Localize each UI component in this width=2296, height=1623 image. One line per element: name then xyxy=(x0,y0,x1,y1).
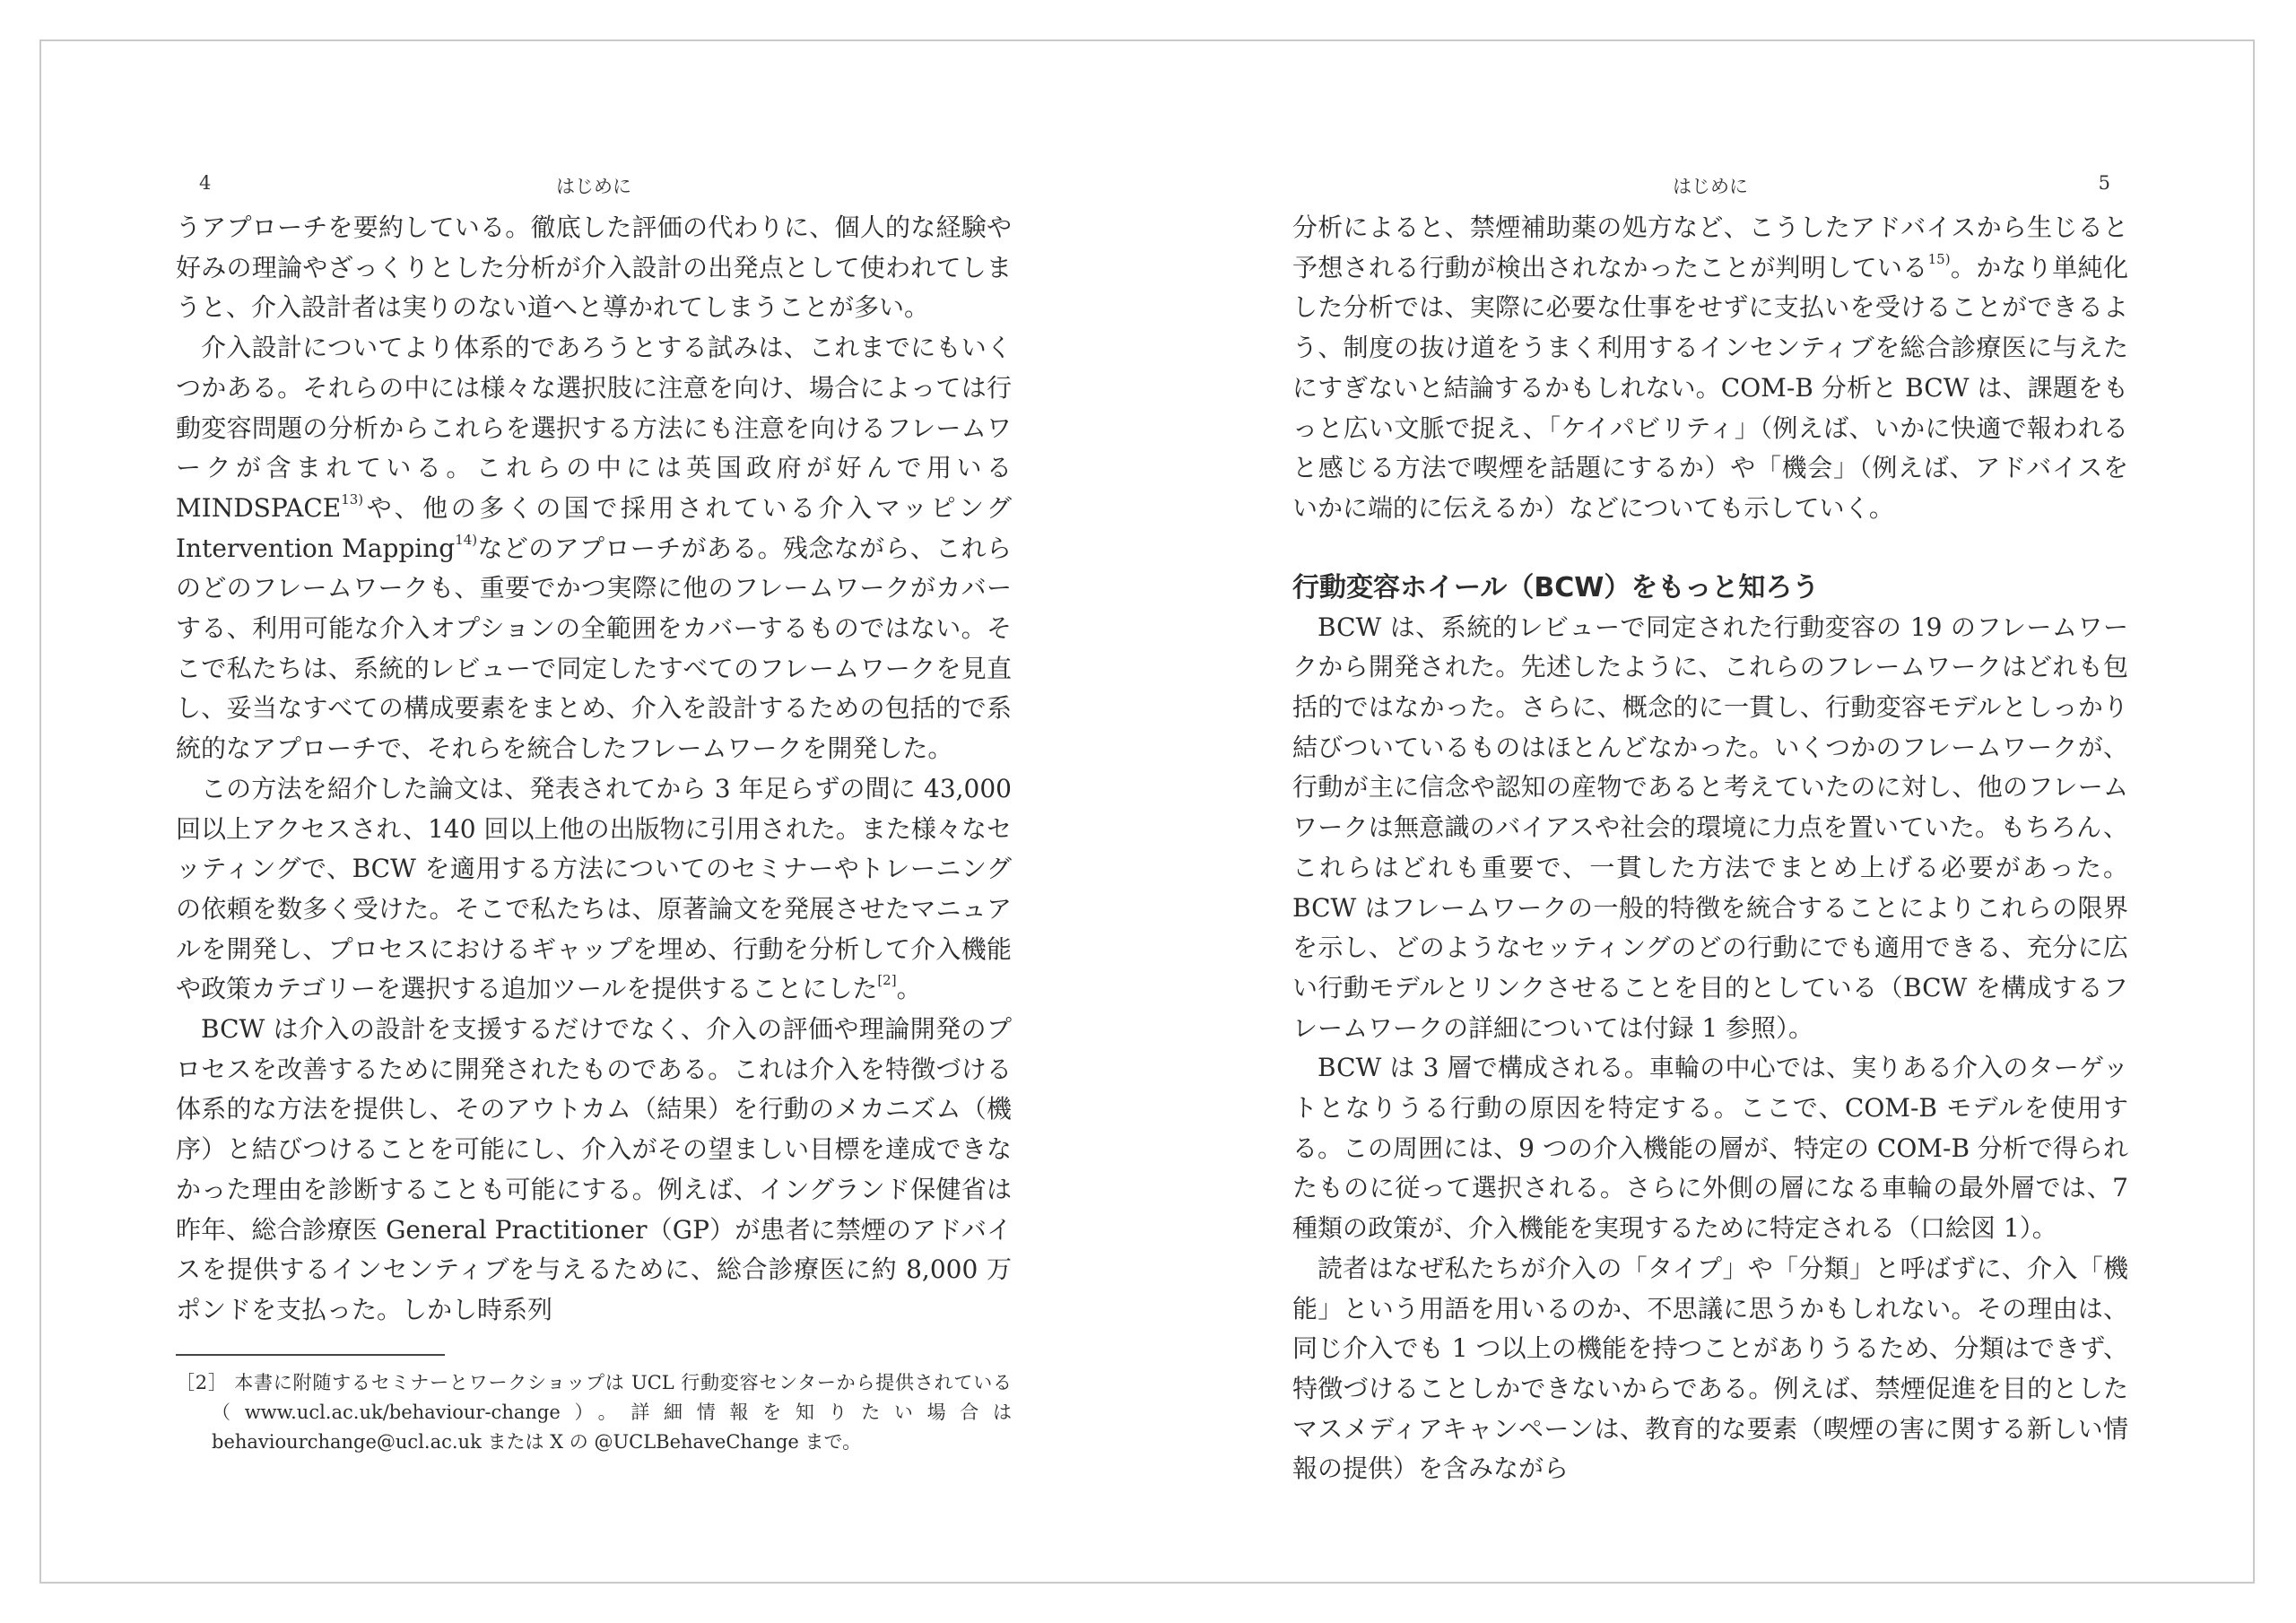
footnote-divider xyxy=(176,1354,445,1356)
paragraph: 読者はなぜ私たちが介入の「タイプ」や「分類」と呼ばずに、介入「機能」という用語を用いるのか、不思議に思うかもしれない。その理由は、同じ介入でも 1 つ以上の機能を持つことがありうるため、分類はできず、特徴づけることしかできないからである。例えば、禁煙促進を目的としたマスメディアキャンペーンは、教育的な要素（喫煙の害に関する新しい情報の提供）を含みながら xyxy=(1292,1253,2128,1484)
footnote: ［2］ 本書に附随するセミナーとワークショップは UCL 行動変容センターから提供されている（www.ucl.ac.uk/behaviour-change）。詳細情報を知りたい場合は behaviourchange@ucl.ac.uk または X の @UCLBehaveChange まで。 xyxy=(176,1371,1012,1453)
right-page-number: 5 xyxy=(2098,172,2110,194)
paragraph: BCW は、系統的レビューで同定された行動変容の 19 のフレームワークから開発された。先述したように、これらのフレームワークはどれも包括的ではなかった。さらに、概念的に一貫し、行動変容モデルとしっかり結びついているものはほとんどなかった。いくつかのフレームワークが、行動が主に信念や認知の産物であると考えていたのに対し、他のフレームワークは無意識のバイアスや社会的環境に力点を置いていた。もちろん、これらはどれも重要で、一貫した方法でまとめ上げる必要があった。BCW はフレームワークの一般的特徴を統合することによりこれらの限界を示し、どのようなセッティングのどの行動にでも適用できる、充分に広い行動モデルとリンクさせることを目的としている（BCW を構成するフレームワークの詳細については付録 1 参照）。 xyxy=(1292,612,2128,1043)
citation-14: 14) xyxy=(455,531,478,548)
paragraph: 分析によると、禁煙補助薬の処方など、こうしたアドバイスから生じると予想される行動が検出されなかったことが判明している$^{15)}$。かなり単純化した分析では、実際に必要な仕事をせずに支払いを受けることができるよう、制度の抜け道をうまく利用するインセンティブを総合診療医に与えたにすぎないと結論するかもしれない。COM-B 分析と BCW は、課題をもっと広い文脈で捉え、「ケイパビリティ」（例えば、いかに快適で報われると感じる方法で喫煙を話題にするか）や「機会」（例えば、アドバイスをいかに端的に伝えるか）などについても示していく。 xyxy=(1292,213,2128,523)
left-page xyxy=(176,172,1012,1457)
left-running-title: はじめに xyxy=(556,176,631,197)
right-running-head xyxy=(1292,172,2128,208)
paragraph: 介入設計についてより体系的であろうとする試みは、これまでにもいくつかある。それらの中には様々な選択肢に注意を向け、場合によっては行動変容問題の分析からこれらを選択する方法にも注意を向けるフレームワークが含まれている。これらの中には英国政府が好んで用いる MINDSPACE$^{13)}$や、他の多くの国で採用されている介入マッピング Intervention Mapping$^{14)}$などのアプローチがある。残念ながら、これらのどのフレームワークも、重要でかつ実際に他のフレームワークがカバーする、利用可能な介入オプションの全範囲をカバーするものではない。そこで私たちは、系統的レビューで同定したすべてのフレームワークを見直し、妥当なすべての構成要素をまとめ、介入を設計するための包括的で系統的なアプローチで、それらを統合したフレームワークを開発した。 xyxy=(176,333,1012,764)
paragraph: BCW は介入の設計を支援するだけでなく、介入の評価や理論開発のプロセスを改善するために開発されたものである。これは介入を特徴づける体系的な方法を提供し、そのアウトカム（結果）を行動のメカニズム（機序）と結びつけることを可能にし、介入がその望ましい目標を達成できなかった理由を診断することも可能にする。例えば、イングランド保健省は昨年、総合診療医 General Practitioner（GP）が患者に禁煙のアドバイスを提供するインセンティブを与えるために、総合診療医に約 8,000 万ポンドを支払った。しかし時系列 xyxy=(176,1014,1012,1324)
citation-15: 15) xyxy=(1927,250,1951,267)
right-body-text xyxy=(1292,208,2128,1489)
left-page-number: 4 xyxy=(199,172,212,194)
citation-13: 13) xyxy=(341,490,364,508)
paragraph: BCW は 3 層で構成される。車輪の中心では、実りある介入のターゲットとなりうる行動の原因を特定する。ここで、COM-B モデルを使用する。この周囲には、9 つの介入機能の層が、特定の COM-B 分析で得られたものに従って選択される。さらに外側の層になる車輪の最外層では、7 種類の政策が、介入機能を実現するために特定される（口絵図 1）。 xyxy=(1292,1053,2128,1244)
section-heading: 行動変容ホイール（BCW）をもっと知ろう xyxy=(1292,571,1820,603)
paragraph: この方法を紹介した論文は、発表されてから 3 年足らずの間に 43,000 回以上アクセスされ、140 回以上他の出版物に引用された。また様々なセッティングで、BCW を適用する方法についてのセミナーやトレーニングの依頼を数多く受けた。そこで私たちは、原著論文を発展させたマニュアルを開発し、プロセスにおけるギャップを埋め、行動を分析して介入機能や政策カテゴリーを選択する追加ツールを提供することにした[2]。 xyxy=(176,773,1012,1004)
footnote-ref-2: [2] xyxy=(877,972,897,989)
left-body-text xyxy=(176,208,1012,1331)
paragraph: うアプローチを要約している。徹底した評価の代わりに、個人的な経験や好みの理論やざっくりとした分析が介入設計の出発点として使われてしまうと、介入設計者は実りのない道へと導かれてしまうことが多い。 xyxy=(176,213,1012,323)
right-running-title: はじめに xyxy=(1673,176,1748,197)
right-page xyxy=(1292,172,2128,1489)
left-running-head xyxy=(176,172,1012,208)
